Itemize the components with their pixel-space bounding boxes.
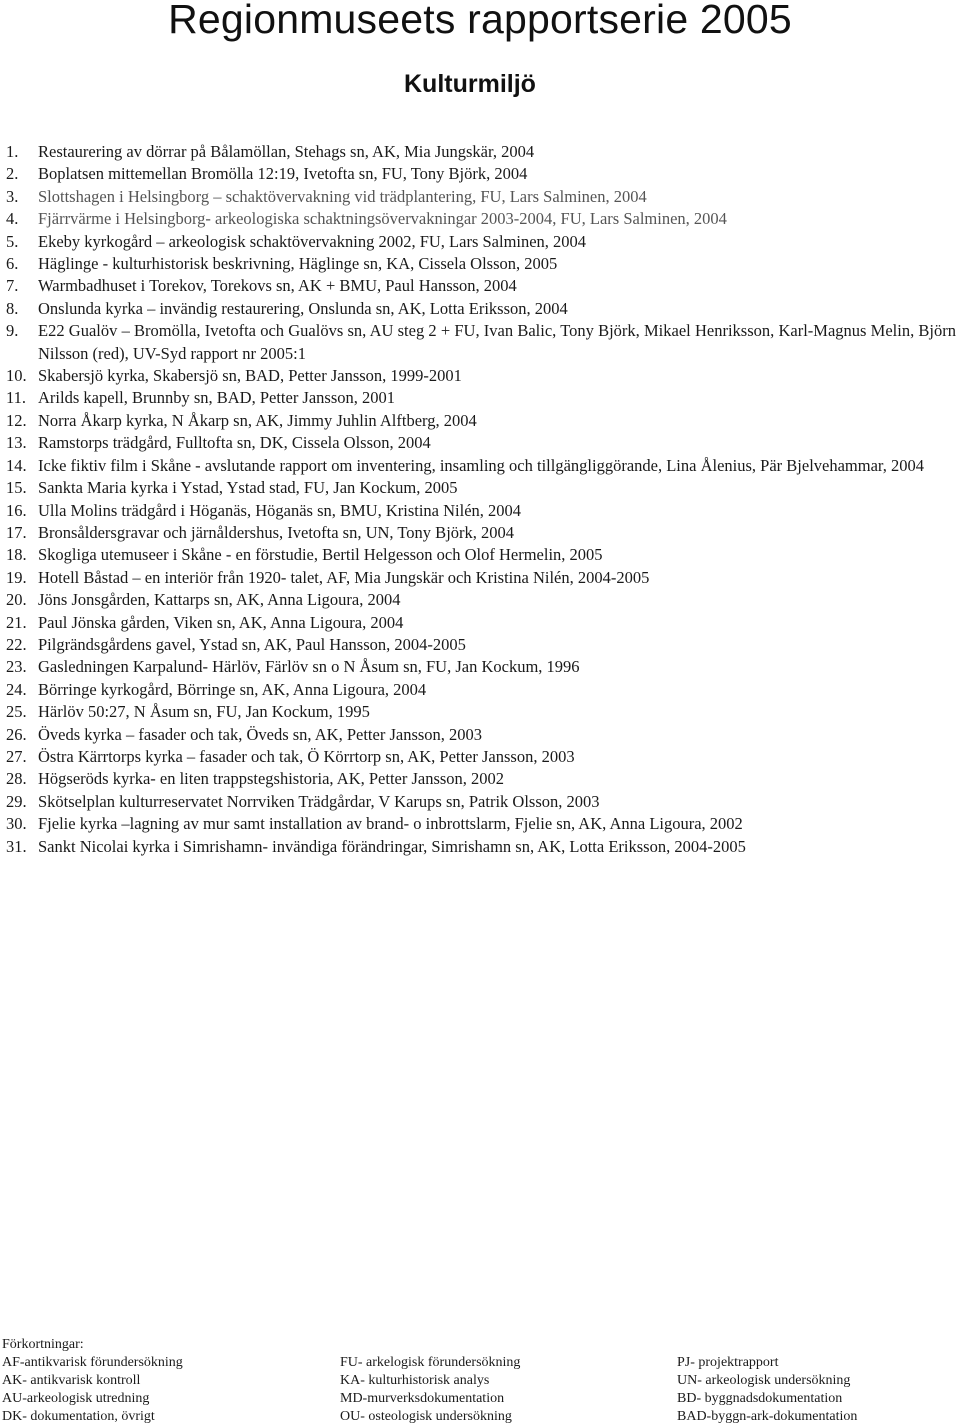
- report-number: 30.: [6, 814, 27, 834]
- report-number: 31.: [6, 836, 27, 856]
- report-title: Restaurering av dörrar på Bålamöllan, Stehags sn, AK, Mia Jungskär, 2004: [38, 142, 535, 161]
- report-list-item: [6, 253, 956, 275]
- report-list-item: [6, 275, 956, 297]
- report-title: Börringe kyrkogård, Börringe sn, AK, Anna Ligoura, 2004: [38, 679, 427, 699]
- abbreviation-entry: AK- antikvarisk kontroll: [2, 1373, 141, 1388]
- report-number: 9.: [6, 321, 19, 341]
- report-title: Östra Kärrtorps kyrka – fasader och tak, Ö Körrtorp sn, AK, Petter Jansson, 2003: [38, 746, 575, 766]
- report-title: Ekeby kyrkogård – arkeologisk schaktövervakning 2002, FU, Lars Salminen, 2004: [38, 231, 587, 251]
- report-list-item: [6, 387, 956, 409]
- report-list: [6, 141, 956, 858]
- report-list-item: [6, 432, 956, 454]
- abbreviation-entry: MD-murverksdokumentation: [340, 1391, 505, 1406]
- report-list-item: [6, 791, 956, 813]
- report-number: 8.: [6, 298, 19, 318]
- report-title: Paul Jönska gården, Viken sn, AK, Anna Ligoura, 2004: [38, 612, 404, 632]
- report-list-item: [6, 544, 956, 566]
- report-list-item: [6, 320, 956, 365]
- report-number: 7.: [6, 276, 19, 296]
- report-title: Fjärrvärme i Helsingborg- arkeologiska schaktningsövervakningar 2003-2004, FU, Lars Salminen, 2004: [38, 209, 727, 229]
- report-number: 26.: [6, 724, 27, 744]
- report-number: 16.: [6, 500, 27, 520]
- report-number: 2.: [6, 164, 19, 184]
- report-list-item: [6, 477, 956, 499]
- report-title: Warmbadhuset i Torekov, Torekovs sn, AK + BMU, Paul Hansson, 2004: [38, 276, 517, 296]
- report-title: Ulla Molins trädgård i Höganäs, Höganäs sn, BMU, Kristina Nilén, 2004: [38, 500, 522, 520]
- report-title: Jöns Jonsgården, Kattarps sn, AK, Anna Ligoura, 2004: [38, 590, 401, 610]
- report-list-item: [6, 231, 956, 253]
- report-title: Bronsåldersgravar och järnåldershus, Ivetofta sn, UN, Tony Björk, 2004: [38, 522, 515, 542]
- report-number: 11.: [6, 388, 27, 408]
- report-title: Fjelie kyrka –lagning av mur samt installation av brand- o inbrottslarm, Fjelie sn, AK, Anna Ligoura, 2002: [38, 814, 743, 834]
- report-list-item: [6, 612, 956, 634]
- report-number: 24.: [6, 679, 27, 699]
- report-list-item: [6, 724, 956, 746]
- report-list-item: [6, 746, 956, 768]
- report-number: 5.: [6, 231, 19, 251]
- report-title: Sankta Maria kyrka i Ystad, Ystad stad, FU, Jan Kockum, 2005: [38, 478, 458, 498]
- report-list-item: [6, 679, 956, 701]
- report-list-item: [6, 298, 956, 320]
- report-list-item: [6, 522, 956, 544]
- abbreviation-entry: UN- arkeologisk undersökning: [677, 1373, 851, 1388]
- report-number: 10.: [6, 366, 27, 386]
- report-number: 17.: [6, 522, 27, 542]
- report-title: Häglinge - kulturhistorisk beskrivning, Häglinge sn, KA, Cissela Olsson, 2005: [38, 254, 558, 274]
- report-number: 20.: [6, 590, 27, 610]
- report-list-item: [6, 656, 956, 678]
- abbreviation-entry: OU- osteologisk undersökning: [340, 1409, 512, 1424]
- report-number: 27.: [6, 746, 27, 766]
- report-list-item: [6, 768, 956, 790]
- abbreviation-entry: KA- kulturhistorisk analys: [340, 1373, 490, 1388]
- abbreviation-entry: BD- byggnadsdokumentation: [677, 1391, 843, 1406]
- report-number: 3.: [6, 186, 19, 206]
- report-title: Onslunda kyrka – invändig restaurering, Onslunda sn, AK, Lotta Eriksson, 2004: [38, 298, 568, 318]
- report-number: 23.: [6, 657, 27, 677]
- report-title: Norra Åkarp kyrka, N Åkarp sn, AK, Jimmy Juhlin Alftberg, 2004: [38, 410, 477, 430]
- report-list-item: [6, 141, 956, 163]
- report-number: 28.: [6, 769, 27, 789]
- abbreviation-entry: AF-antikvarisk förundersökning: [2, 1355, 183, 1370]
- report-title: Högseröds kyrka- en liten trappstegshistoria, AK, Petter Jansson, 2002: [38, 769, 505, 789]
- abbreviations-heading: Förkortningar:: [2, 1337, 84, 1352]
- report-list-item: [6, 813, 956, 835]
- report-title: E22 Gualöv – Bromölla, Ivetofta och Gualövs sn, AU steg 2 + FU, Ivan Balic, Tony Björk, Mikael Henriksson, Karl-Magnus Melin, Björn Nilsson (red), UV-Syd rapport nr 2005:1: [38, 321, 956, 363]
- report-title: Icke fiktiv film i Skåne - avslutande rapport om inventering, insamling och tillgängliggörande, Lina Ålenius, Pär Bjelvehammar, 2004: [38, 455, 925, 475]
- report-number: 15.: [6, 478, 27, 498]
- report-list-item: [6, 500, 956, 522]
- abbreviation-entry: PJ- projektrapport: [677, 1355, 779, 1370]
- report-title: Skötselplan kulturreservatet Norrviken Trädgårdar, V Karups sn, Patrik Olsson, 2003: [38, 791, 600, 811]
- report-title: Sankt Nicolai kyrka i Simrishamn- invändiga förändringar, Simrishamn sn, AK, Lotta Eriksson, 2004-2005: [38, 836, 746, 856]
- report-number: 18.: [6, 545, 27, 565]
- report-number: 25.: [6, 702, 27, 722]
- page-title: Regionmuseets rapportserie 2005: [168, 0, 792, 42]
- report-list-item: [6, 567, 956, 589]
- abbreviations-block: [2, 1336, 952, 1426]
- report-title: Hotell Båstad – en interiör från 1920- talet, AF, Mia Jungskär och Kristina Nilén, 2004-2005: [38, 567, 650, 587]
- report-list-item: [6, 836, 956, 858]
- report-list-item: [6, 410, 956, 432]
- report-number: 19.: [6, 567, 27, 587]
- report-number: 13.: [6, 433, 27, 453]
- report-list-item: [6, 455, 956, 477]
- report-list-item: [6, 589, 956, 611]
- abbreviations-grid: [2, 1354, 952, 1426]
- abbreviation-entry: FU- arkelogisk förundersökning: [340, 1355, 521, 1370]
- report-list-item: [6, 163, 956, 185]
- report-title: Ramstorps trädgård, Fulltofta sn, DK, Cissela Olsson, 2004: [38, 433, 431, 453]
- report-number: 12.: [6, 410, 27, 430]
- report-title: Härlöv 50:27, N Åsum sn, FU, Jan Kockum, 1995: [38, 702, 370, 722]
- report-title: Arilds kapell, Brunnby sn, BAD, Petter Jansson, 2001: [38, 388, 396, 408]
- report-title: Slottshagen i Helsingborg – schaktövervakning vid trädplantering, FU, Lars Salminen, 2004: [38, 186, 647, 206]
- report-number: 4.: [6, 209, 19, 229]
- report-title: Öveds kyrka – fasader och tak, Öveds sn, AK, Petter Jansson, 2003: [38, 724, 483, 744]
- report-list-item: [6, 634, 956, 656]
- report-number: 21.: [6, 612, 27, 632]
- section-heading: Kulturmiljö: [404, 70, 536, 98]
- report-number: 22.: [6, 634, 27, 654]
- report-number: 6.: [6, 254, 19, 274]
- report-title: Skogliga utemuseer i Skåne - en förstudie, Bertil Helgesson och Olof Hermelin, 2005: [38, 545, 603, 565]
- report-title: Pilgrändsgårdens gavel, Ystad sn, AK, Paul Hansson, 2004-2005: [38, 634, 466, 654]
- report-number: 1.: [6, 142, 19, 161]
- report-title: Gasledningen Karpalund- Härlöv, Färlöv sn o N Åsum sn, FU, Jan Kockum, 1996: [38, 657, 580, 677]
- report-title: Boplatsen mittemellan Bromölla 12:19, Ivetofta sn, FU, Tony Björk, 2004: [38, 164, 528, 184]
- report-number: 29.: [6, 791, 27, 811]
- report-title: Skabersjö kyrka, Skabersjö sn, BAD, Petter Jansson, 1999-2001: [38, 366, 462, 386]
- report-number: 14.: [6, 455, 27, 475]
- abbreviation-entry: DK- dokumentation, övrigt: [2, 1409, 155, 1424]
- abbreviation-entry: BAD-byggn-ark-dokumentation: [677, 1409, 858, 1424]
- report-list-item: [6, 186, 956, 208]
- report-list-item: [6, 365, 956, 387]
- report-list-item: [6, 701, 956, 723]
- abbreviation-entry: AU-arkeologisk utredning: [2, 1391, 150, 1406]
- report-list-item: [6, 208, 956, 230]
